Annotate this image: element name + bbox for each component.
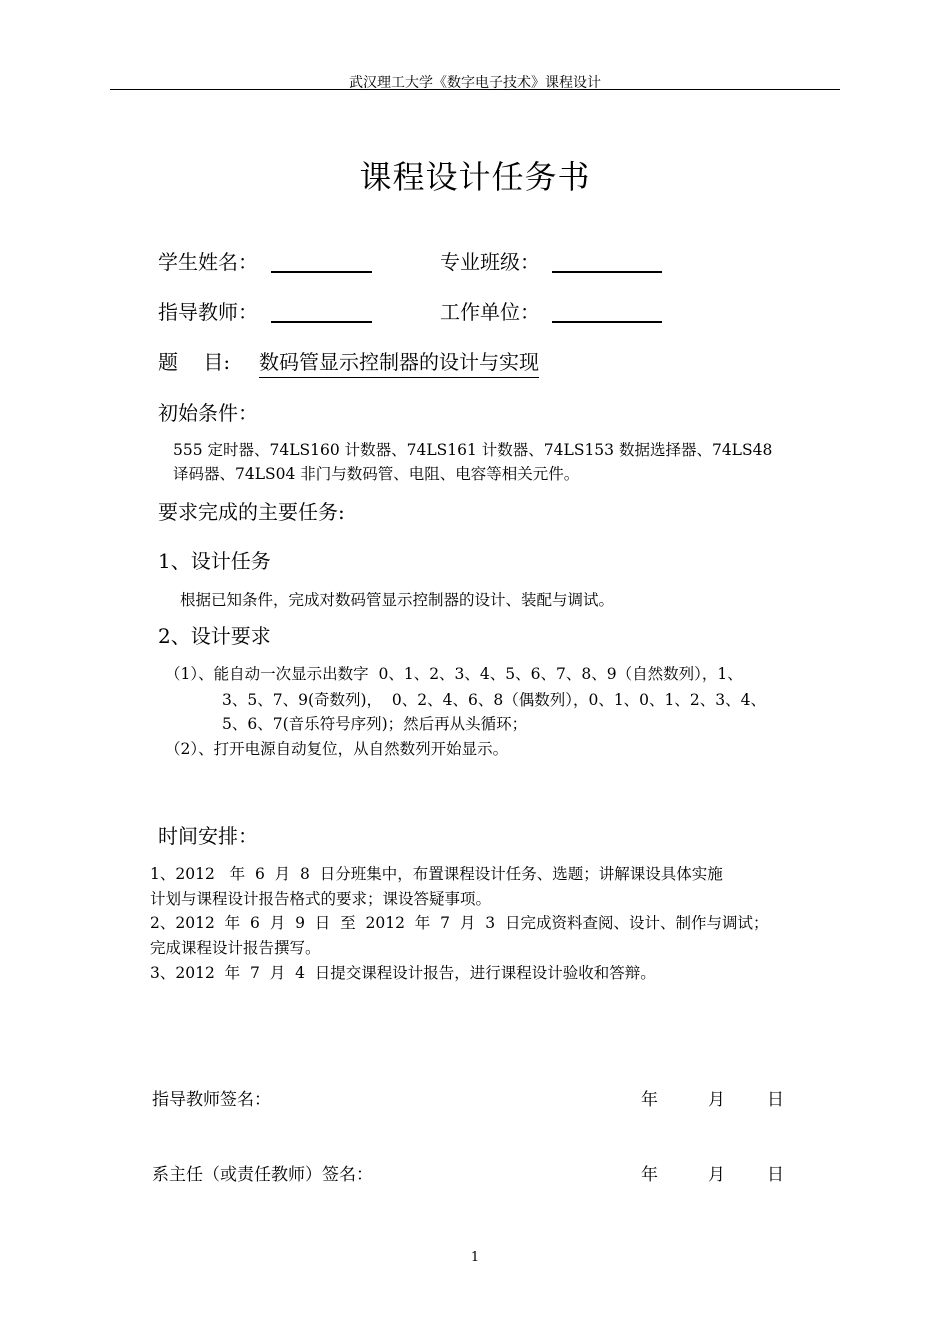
topic-label: 题 目: — [158, 350, 231, 374]
initial-conditions-line: 555 定时器、74LS160 计数器、74LS161 计数器、74LS153 数据选择器、74LS48 — [173, 441, 773, 459]
task2-heading: 2、设计要求 — [158, 624, 271, 648]
class-field[interactable] — [552, 271, 662, 273]
schedule-heading: 时间安排： — [158, 824, 258, 848]
head-signature-label: 系主任（或责任教师）签名： — [152, 1165, 373, 1185]
schedule-line: 3、2012 年 7 月 4 日提交课程设计报告，进行课程设计验收和答辩。 — [150, 964, 656, 982]
main-tasks-heading: 要求完成的主要任务: — [158, 500, 345, 524]
requirement-line: 3、5、7、9(奇数列)， 0、2、4、6、8（偶数列），0、1、0、1、2、3、4、 — [222, 691, 766, 709]
header-rule — [110, 89, 840, 90]
advisor-label: 指导教师： — [158, 300, 258, 324]
page-number: 1 — [470, 1250, 480, 1265]
requirement-line: 5、6、7(音乐符号序列)；然后再从头循环； — [222, 715, 528, 733]
head-sign-month: 月 — [708, 1165, 725, 1185]
document-title: 课程设计任务书 — [359, 158, 591, 196]
advisor-sign-day: 日 — [767, 1090, 784, 1110]
task1-text: 根据已知条件，完成对数码管显示控制器的设计、装配与调试。 — [180, 591, 615, 609]
schedule-line: 计划与课程设计报告格式的要求；课设答疑事项。 — [150, 890, 492, 908]
initial-conditions-heading: 初始条件： — [158, 401, 258, 425]
topic-value: 数码管显示控制器的设计与实现 — [259, 346, 539, 378]
head-sign-day: 日 — [767, 1165, 784, 1185]
requirement-line: （2）、打开电源自动复位，从自然数列开始显示。 — [165, 740, 509, 758]
task1-heading: 1、设计任务 — [158, 549, 271, 573]
advisor-sign-year: 年 — [641, 1090, 658, 1110]
work-unit-field[interactable] — [552, 321, 662, 323]
schedule-line: 2、2012 年 6 月 9 日 至 2012 年 7 月 3 日完成资料查阅、设计、制作与调试； — [150, 914, 769, 932]
schedule-line: 1、2012 年 6 月 8 日分班集中，布置课程设计任务、选题；讲解课设具体实施 — [150, 865, 723, 883]
advisor-sign-month: 月 — [708, 1090, 725, 1110]
initial-conditions-line: 译码器、74LS04 非门与数码管、电阻、电容等相关元件。 — [173, 465, 580, 483]
student-name-label: 学生姓名： — [158, 250, 258, 274]
schedule-line: 完成课程设计报告撰写。 — [150, 939, 321, 957]
running-header: 武汉理工大学《数字电子技术》课程设计 — [349, 75, 601, 91]
student-name-field[interactable] — [271, 271, 372, 273]
requirement-line: （1）、能自动一次显示出数字 0、1、2、3、4、5、6、7、8、9（自然数列），1、 — [165, 665, 743, 683]
class-label: 专业班级： — [440, 250, 540, 274]
work-unit-label: 工作单位： — [440, 300, 540, 324]
advisor-field[interactable] — [271, 321, 372, 323]
advisor-signature-label: 指导教师签名： — [152, 1090, 271, 1110]
head-sign-year: 年 — [641, 1165, 658, 1185]
